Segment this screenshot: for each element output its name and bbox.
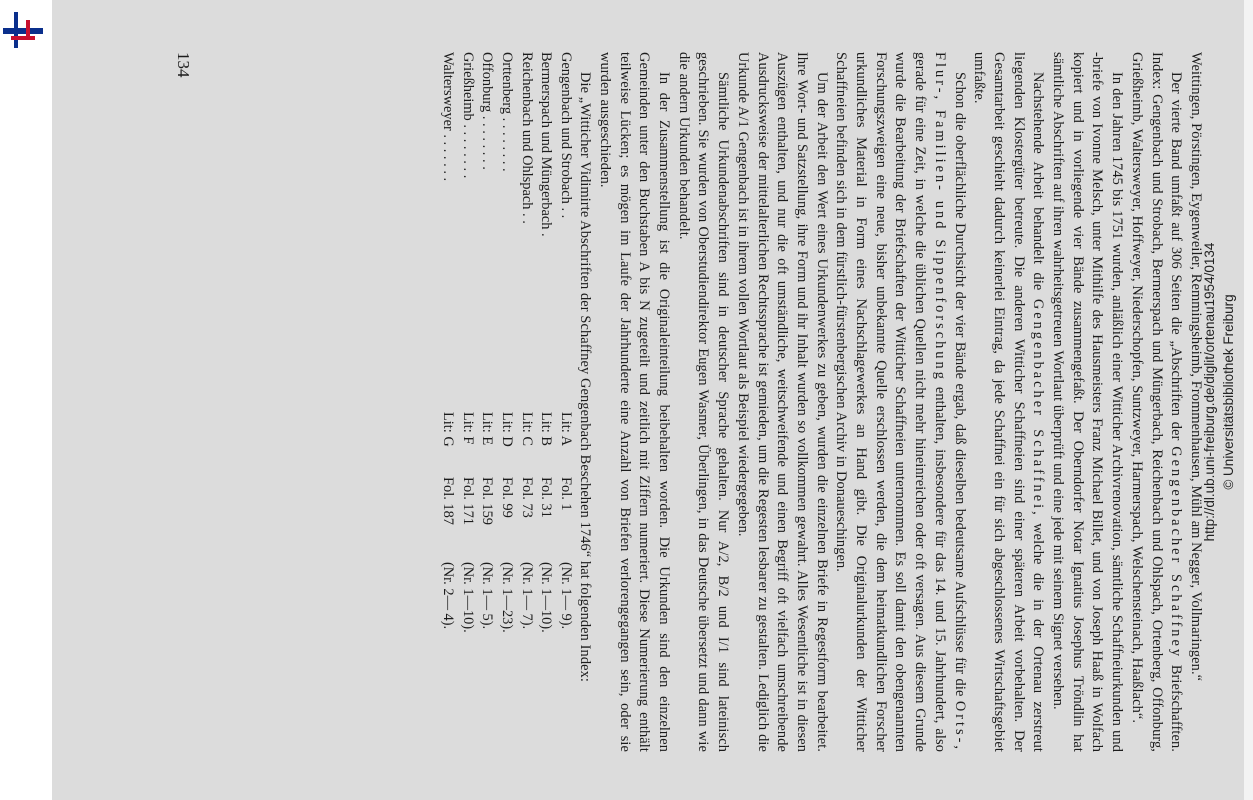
index-table <box>437 52 575 752</box>
ub-freiburg-logo-icon[interactable] <box>3 6 43 54</box>
text-run: In der Zusammenstellung ist die Originaleinteilung beibehalten worden. Die Urkunden sind den einzelnen Gemeinden unter den Buchstaben A bis N zugeteilt und zeitlich mit Ziffern numeriert. Diese Numerierung enthält teilweise Lücken; es mögen im Laufe der Jahrhunderte eine Anzahl von Briefen verlorengegangen sein, oder sie wurden ausgeschieden. <box>596 52 673 752</box>
text-run: Sämtliche Urkundenabschriften sind in deutscher Sprache gehalten. Nur A/2, B/2 und I/1 sind lateinisch geschrieben. Sie wurden von Oberstudiendirektor Eugen Wasmer, Überlingen, in das Deutsche übersetzt und dann wie die andern Urkunden behandelt. <box>675 52 732 752</box>
index-nr: (Nr. 1—10). <box>538 562 555 633</box>
index-lit: Lit: A <box>558 412 574 446</box>
spaced-emphasis: Orts-, Flur-, Familien- und Sippenforschung <box>931 52 968 752</box>
index-lit: Lit: D <box>498 412 515 447</box>
text-run: , welche die in der Ortenau zerstreut liegenden Klostergüter betreute. Die anderen Witticher Schaffneien sind einer späteren Arbeit vorbehalten. Der Gesamtarbeit geschieht dadurch keinerlei Eintrag, da jede Schaffnei ein für sich abgeschlossenes Wirtschaftsgebiet umfaßte. <box>971 52 1047 752</box>
index-nr: (Nr. 1— 5). <box>479 562 496 630</box>
index-place: Orttenberg . . . . . . . . <box>498 52 515 172</box>
index-place: Waltersweyer . . . . . . . <box>439 52 456 182</box>
paragraph <box>673 52 732 752</box>
text-run: enthalten, insbesondere für das 14. und 15. Jahrhundert, also gerade für eine Zeit, in welche die üblichen Quellen nicht mehr hineinreichen oder oft versagen. Aus diesem Grunde wurde die Bearbeitung der Briefschaften der Witticher Schaffneien unternommen. Es soll damit den obengenannten Forschungszweigen eine neue, bisher unbekannte Quelle erschlossen werden, die dem heimatkundlichen Forscher urkundliches Material in Form eines Nachschlagewerkes an Hand gibt. Die Originalurkunden der Witticher Schaffneien befinden sich in dem fürstlich-fürstenbergischen Archiv in Donaueschingen. <box>833 52 948 752</box>
index-fol: Fol. 31 <box>538 477 555 518</box>
index-nr: (Nr. 1— 7). <box>518 562 535 630</box>
paragraph <box>969 52 1048 752</box>
page-number: 134 <box>174 52 193 78</box>
index-fol: Fol. 99 <box>498 477 515 518</box>
spaced-emphasis: Gengenbacher Schaffnei <box>1030 298 1047 512</box>
spaced-emphasis: Gengenbacher Schaffney <box>1168 446 1185 660</box>
text-run: Weittingen, Pörstingen, Eygenweiler, Remmingsheimb, Frommenhausen, Mühl am Negger, Vollmaringen.“ <box>1188 52 1204 682</box>
index-row <box>457 52 477 752</box>
index-fol: Fol. 187 <box>439 477 456 525</box>
index-place: Bermerspach und Müngerbach . <box>538 52 555 237</box>
viewer-left-strip <box>0 0 52 800</box>
index-row <box>516 52 536 752</box>
index-row <box>437 52 457 752</box>
index-row <box>555 52 575 752</box>
paragraph <box>1047 52 1126 752</box>
index-nr: (Nr. 1— 9). <box>558 562 574 630</box>
index-row <box>496 52 516 752</box>
index-nr: (Nr. 1—10). <box>459 562 476 633</box>
index-place: Offonburg . . . . . . . . <box>479 52 496 170</box>
index-place: Grießheimb . . . . . . . . <box>459 52 476 179</box>
text-run: Um der Arbeit den Wert eines Urkundenwerkes zu geben, wurden die einzelnen Briefe in Regestform bearbeitet. Ihre Wort- und Satzstellung, ihre Form und ihr Inhalt wurden so vollkommen gewahrt. Alles Wesentliche ist in diesen Auszügen enthalten, und nur die oft umständliche, weitschweifende und einen Begriff oft vielfach umschreibende Ausdrucksweise der mittelalterlichen Rechtssprache ist gemieden, um die Regesten lesbarer zu gestalten. Lediglich die Urkunde A/1 Gengenbach ist in ihrem vollen Wortlaut als Beispiel wiedergegeben. <box>734 52 830 752</box>
copyright-line: © Universitätsbibliothek Freiburg <box>1221 294 1236 490</box>
index-place: Gengenbach und Strobach . . <box>558 52 574 219</box>
rotated-page <box>155 52 1205 752</box>
paragraph <box>575 52 595 752</box>
index-lit: Lit: B <box>538 412 555 446</box>
text-run: Schon die oberflächliche Durchsicht der vier Bände ergab, daß dieselben bedeutsame Aufschlüsse für die <box>951 72 968 701</box>
text-run: Nachstehende Arbeit behandelt die <box>1030 72 1047 299</box>
index-lit: Lit: E <box>479 412 496 446</box>
index-row <box>477 52 497 752</box>
citation-footer <box>1200 0 1253 784</box>
index-fol: Fol. 171 <box>459 477 476 525</box>
text-run: Der vierte Band umfaßt auf 306 Seiten die „Abschriften der <box>1168 72 1185 447</box>
permalink-url[interactable]: http://dl.ub.uni-freiburg.de/diglit/ortenau1954/0134 <box>1202 242 1217 542</box>
index-place: Reichenbach und Ohlspach . . <box>518 52 535 224</box>
text-run: Die „Witticher Vidimirte Abschriften der Schaffney Gengenbach Beschehen 1746“ hat folgenden Index: <box>577 72 594 683</box>
index-row <box>536 52 556 752</box>
text-run: In den Jahren 1745 bis 1751 wurden, anläßlich einer Witticher Archivrenovation, sämtliche Schaffneiurkunden und -briefe von Ivonne Melsch, unter Mithilfe des Hausmeisters Franz Michael Billet, und von Joseph Haaß in Wolfach kopiert und in vorliegende vier Bände zusammengefaßt. Der Oberndorfer Notar Ignatius Josephus Tröndlin hat sämtliche Abschriften auf ihren wahrheitsgetreuen Wortlaut überprüft und eine jede mit seinem Signet versehen. <box>1050 52 1126 752</box>
text-run: Briefschafften. Index: Gengenbach und Strobach, Bermerspach und Müngerbach, Reichenbach und Ohlspach, Ortenberg, Offonburg, Grießheimb, Waltersweyer, Hoffweyer, Niederschopfen, Suntzweyer, Harmerspach, Welschensteinach, Haaßlach“. <box>1128 52 1185 752</box>
index-fol: Fol. 73 <box>518 477 535 518</box>
paragraph <box>594 52 673 752</box>
index-fol: Fol. 159 <box>479 477 496 525</box>
paragraph <box>831 52 969 752</box>
index-lit: Lit: G <box>439 412 456 447</box>
index-fol: Fol. 1 <box>558 477 574 511</box>
index-nr: (Nr. 2— 4). <box>439 562 456 630</box>
paragraph <box>1126 52 1185 752</box>
index-lit: Lit: F <box>459 412 476 445</box>
paragraph <box>732 52 831 752</box>
body-text <box>575 52 1206 752</box>
index-nr: (Nr. 1—23). <box>498 562 515 633</box>
index-lit: Lit: C <box>518 412 535 446</box>
